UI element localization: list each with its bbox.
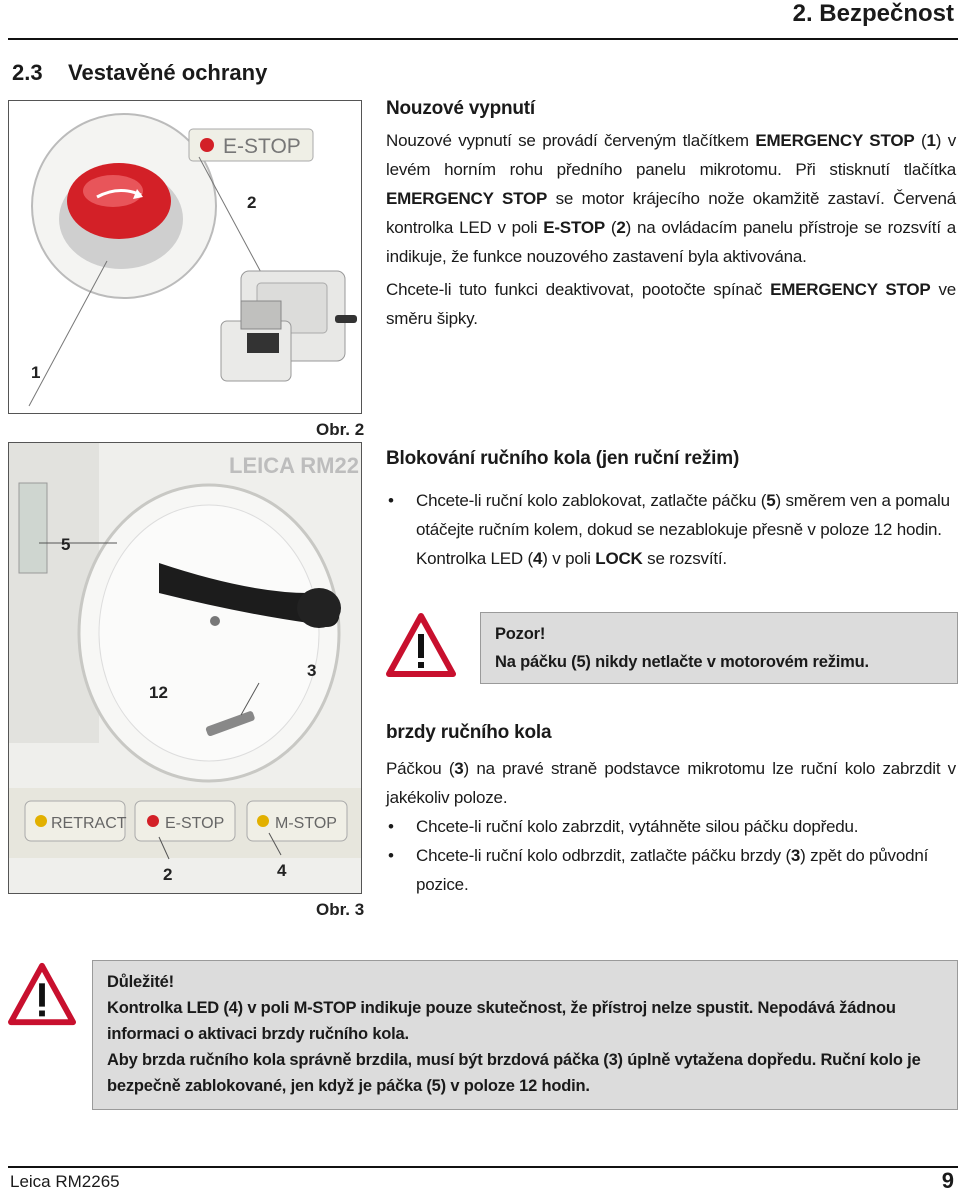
important-title: Důležité! [107,973,174,991]
figure-3-brand-label: LEICA RM22 [229,453,359,478]
figure-3-callout-2: 2 [163,865,173,884]
figure-3-callout-5: 5 [61,535,71,554]
important-line-2: Aby brzda ručního kola správně brzdila, musí být brzdová páčka (3) úplně vytažena dopředu. Ruční kolo je bezpečně zablokované, jen když je páčka (5) v poloze 12 hodin. [107,1051,921,1095]
brake-heading: brzdy ručního kola [386,722,552,743]
figure-2-emergency-stop [8,100,362,414]
emergency-paragraph-2: Chcete-li tuto funkci deaktivovat, pootočte spínač EMERGENCY STOP ve směru šipky. [386,280,956,328]
chapter-title: 2. Bezpečnost [792,0,954,27]
brake-bullet-2: • Chcete-li ruční kolo odbrzdit, zatlačte páčku brzdy (3) zpět do původní pozice. [386,841,956,899]
figure-3-handwheel [8,442,362,894]
panel-estop-label: E-STOP [165,815,225,832]
section-number: 2.3 [12,60,43,85]
figure-2-callout-1: 1 [31,363,41,382]
brake-section [386,722,956,899]
lock-section [386,448,956,573]
figure-3-callout-12: 12 [149,683,168,702]
important-box [92,960,958,1110]
figure-3-callout-3: 3 [307,661,317,680]
emergency-section [386,98,956,333]
panel-mstop-label: M-STOP [275,815,337,832]
page-number: 9 [941,1168,954,1193]
figure-2-callout-2: 2 [247,193,257,212]
important-line-1: Kontrolka LED (4) v poli M-STOP indikuje pouze skutečnost, že přístroj nelze spustit. Nepodává žádnou informaci o aktivaci brzdy ručního kola. [107,999,896,1043]
caution-box [480,612,958,684]
figure-3-caption: Obr. 3 [316,900,365,919]
lock-heading: Blokování ručního kola (jen ruční režim) [386,448,740,469]
caution-text: Na páčku (5) nikdy netlačte v motorovém režimu. [495,653,869,671]
brake-paragraph: Páčkou (3) na pravé straně podstavce mikrotomu lze ruční kolo zabrzdit v jakékoliv poloze. [386,759,956,807]
figure-3-callout-4: 4 [277,861,287,880]
emergency-heading: Nouzové vypnutí [386,98,536,119]
figure-2-caption: Obr. 2 [316,420,365,439]
figure-2-estop-label: E-STOP [223,135,301,158]
panel-retract-label: RETRACT [51,815,127,832]
important-icon [8,960,76,1033]
caution-title: Pozor! [495,625,546,643]
caution-icon [386,612,456,683]
lock-bullet-1: • Chcete-li ruční kolo zablokovat, zatlačte páčku (5) směrem ven a pomalu otáčejte ručním kolem, dokud se nezablokuje přesně v poloze 12 hodin. Kontrolka LED (4) v poli LOCK se rozsvítí. [386,486,956,573]
section-title: Vestavěné ochrany [68,60,268,85]
brake-bullet-1: • Chcete-li ruční kolo zabrzdit, vytáhněte silou páčku dopředu. [386,812,956,841]
emergency-paragraph-1: Nouzové vypnutí se provádí červeným tlačítkem EMERGENCY STOP (1) v levém horním rohu předního panelu mikrotomu. Při stisknutí tlačítka EMERGENCY STOP se motor krájecího nože okamžitě zastaví. Červená kontrolka LED v poli E-STOP (2) na ovládacím panelu přístroje se rozsvítí a indikuje, že funkce nouzového zastavení byla aktivována. [386,131,957,266]
footer-model: Leica RM2265 [10,1172,120,1191]
figure-2-illustration [9,101,361,413]
header-rule [8,38,958,40]
footer-rule [8,1166,958,1168]
